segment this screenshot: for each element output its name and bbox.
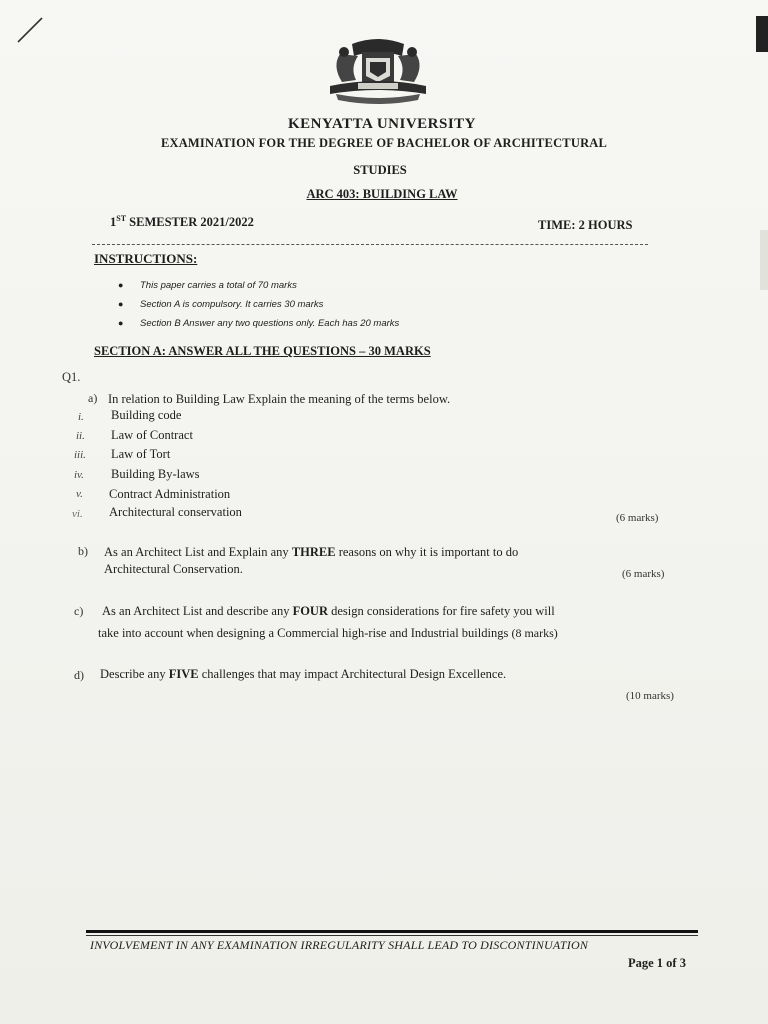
semester-ordinal-suffix: ST xyxy=(116,214,127,223)
term-text: Building code xyxy=(111,408,182,422)
semester-ordinal: 1 xyxy=(110,215,117,230)
bullet-icon: ● xyxy=(118,280,124,290)
part-a-text: In relation to Building Law Explain the meaning of the terms below. xyxy=(108,392,451,406)
instructions-list xyxy=(118,276,399,333)
term-text: Architectural conservation xyxy=(109,505,242,519)
part-c-label: c) xyxy=(74,604,84,618)
term-text: Law of Tort xyxy=(111,447,171,461)
marks: (6 marks) xyxy=(622,568,665,580)
term-number: ii. xyxy=(76,430,85,442)
part-d-label: d) xyxy=(74,668,84,682)
term-number: iv. xyxy=(74,469,84,481)
question-label: Q1. xyxy=(62,370,81,384)
part-d-text: Describe any xyxy=(100,667,169,681)
term-number: v. xyxy=(76,488,83,500)
university-name: KENYATTA UNIVERSITY xyxy=(287,116,477,132)
footer-rule xyxy=(86,930,698,933)
course-title: ARC 403: BUILDING LAW xyxy=(306,187,458,201)
term-text: Contract Administration xyxy=(109,487,231,501)
exam-title: EXAMINATION FOR THE DEGREE OF BACHELOR OF ARCHITECTURAL xyxy=(160,136,608,150)
page-number: Page 1 of 3 xyxy=(628,956,686,970)
part-b-emphasis: THREE xyxy=(291,545,336,559)
part-c-line-2 xyxy=(98,626,558,641)
scan-edge-mark xyxy=(756,16,768,52)
header-divider xyxy=(92,244,648,245)
part-b-text: As an Architect List and Explain any xyxy=(104,545,292,559)
pen-tick-icon xyxy=(16,14,46,44)
part-c-text: take into account when designing a Commercial high-rise and Industrial buildings xyxy=(98,626,509,640)
part-b-text: reasons on why it is important to do xyxy=(335,545,519,559)
marks: (6 marks) xyxy=(616,512,659,524)
university-crest-icon xyxy=(322,36,434,108)
bullet-icon: ● xyxy=(118,299,124,309)
instruction-item xyxy=(118,295,399,314)
part-d-line-1 xyxy=(100,667,506,682)
term-number: vi. xyxy=(72,508,83,520)
section-a-heading: SECTION A: ANSWER ALL THE QUESTIONS – 30 MARKS xyxy=(94,344,431,358)
instruction-text: Section B Answer any two questions only. Each has 20 marks xyxy=(140,318,400,329)
marks: (8 marks) xyxy=(511,626,558,640)
part-a-label: a) xyxy=(88,391,98,405)
irregularity-warning: INVOLVEMENT IN ANY EXAMINATION IRREGULARITY SHALL LEAD TO DISCONTINUATION xyxy=(90,938,589,952)
part-b-line-2: Architectural Conservation. xyxy=(104,562,243,576)
exam-duration: TIME: 2 HOURS xyxy=(538,218,633,232)
term-text: Building By-laws xyxy=(111,467,200,481)
term-text: Law of Contract xyxy=(111,428,193,442)
part-b-label: b) xyxy=(78,544,88,558)
marks: (10 marks) xyxy=(626,690,674,702)
part-c-emphasis: FOUR xyxy=(292,604,328,618)
instruction-item xyxy=(118,276,399,295)
term-number: i. xyxy=(78,411,84,423)
instruction-text: Section A is compulsory. It carries 30 marks xyxy=(140,299,324,310)
term-number: iii. xyxy=(74,449,86,461)
instruction-item xyxy=(118,314,399,333)
part-c-text: As an Architect List and describe any xyxy=(102,604,293,618)
part-d-emphasis: FIVE xyxy=(168,667,199,681)
scan-edge-shade xyxy=(760,230,768,290)
instructions-heading: INSTRUCTIONS: xyxy=(94,251,198,266)
semester-text: SEMESTER 2021/2022 xyxy=(126,215,254,230)
part-b-line-1 xyxy=(104,545,518,560)
part-c-line-1 xyxy=(102,604,555,619)
exam-title-continued: STUDIES xyxy=(353,163,407,177)
semester xyxy=(110,214,254,230)
bullet-icon: ● xyxy=(118,318,124,328)
part-c-text: design considerations for fire safety you will xyxy=(328,604,555,618)
footer-rule-thin xyxy=(86,935,698,936)
part-d-text: challenges that may impact Architectural Design Excellence. xyxy=(198,667,507,681)
instruction-text: This paper carries a total of 70 marks xyxy=(140,280,297,291)
